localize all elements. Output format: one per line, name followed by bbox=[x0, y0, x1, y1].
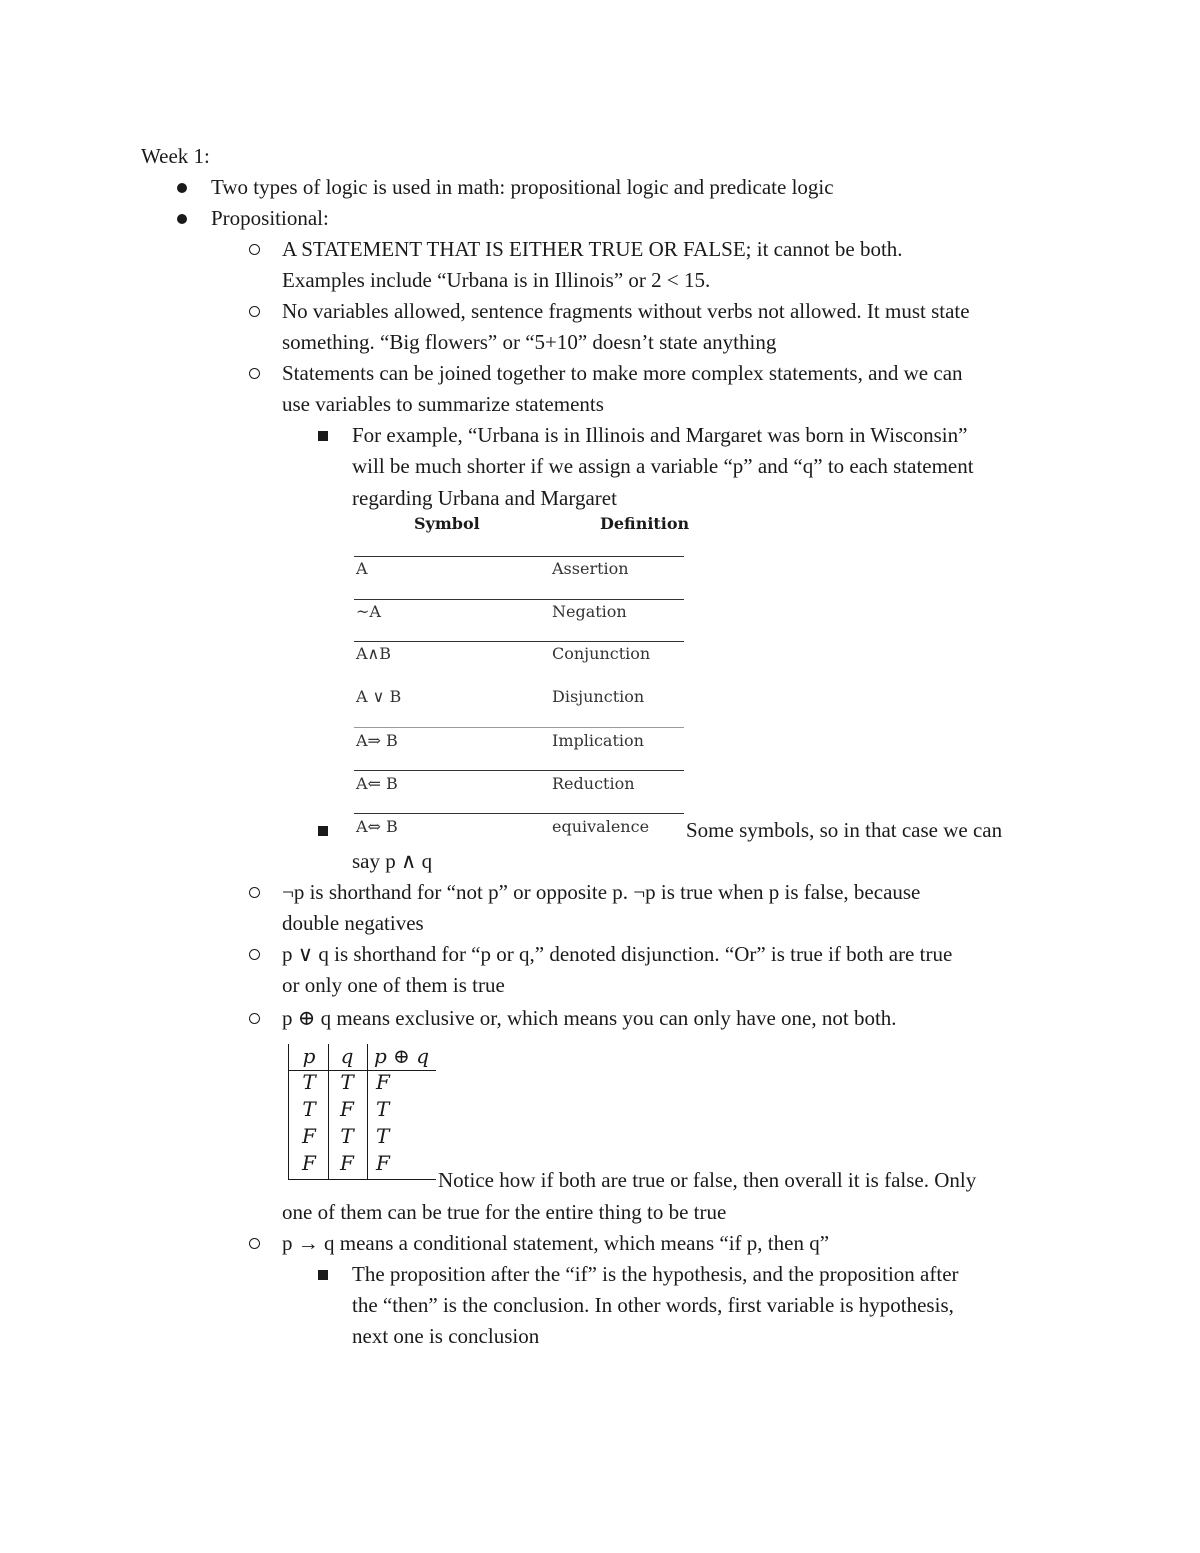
bullet-circle bbox=[249, 234, 260, 265]
table-cell-symbol: A⇔ B bbox=[356, 817, 398, 836]
table-cell: T bbox=[340, 1070, 354, 1094]
bullet-disc bbox=[177, 203, 187, 234]
text-no-variables-cont: something. “Big flowers” or “5+10” doesn’t state anything bbox=[282, 330, 777, 354]
table-vline bbox=[367, 1044, 368, 1180]
text-example-urbana: For example, “Urbana is in Illinois and Margaret was born in Wisconsin” bbox=[352, 423, 968, 447]
table-cell: T bbox=[376, 1097, 390, 1121]
table-cell: F bbox=[340, 1151, 354, 1175]
heading-week-1: Week 1: bbox=[141, 144, 210, 168]
text-statement-definition: A STATEMENT THAT IS EITHER TRUE OR FALSE; it cannot be both. bbox=[282, 237, 903, 261]
table-cell: T bbox=[376, 1124, 390, 1148]
text-disjunction: p ∨ q is shorthand for “p or q,” denoted disjunction. “Or” is true if both are true bbox=[282, 942, 953, 966]
xor-truth-table bbox=[288, 1042, 438, 1182]
table-cell-definition: Assertion bbox=[552, 559, 629, 578]
table-rule bbox=[354, 599, 684, 600]
table-cell-symbol: A bbox=[356, 559, 368, 578]
table-cell-symbol: A∧B bbox=[356, 644, 392, 663]
bullet-disc bbox=[177, 172, 187, 203]
table-cell: T bbox=[340, 1124, 354, 1148]
table-header-p-xor-q: p ⊕ q bbox=[374, 1044, 430, 1068]
text-say-p-and-q: say p ∧ q bbox=[352, 849, 433, 873]
table-rule bbox=[354, 727, 684, 728]
bullet-circle bbox=[249, 296, 260, 327]
text-joined-statements-cont: use variables to summarize statements bbox=[282, 392, 604, 416]
table-rule bbox=[354, 556, 684, 557]
bullet-circle bbox=[249, 1003, 260, 1034]
text-negation: ¬p is shorthand for “not p” or opposite p. ¬p is true when p is false, because bbox=[282, 880, 921, 904]
text-hypothesis-cont2: next one is conclusion bbox=[352, 1324, 540, 1348]
text-types-of-logic: Two types of logic is used in math: propositional logic and predicate logic bbox=[211, 175, 834, 199]
text-exclusive-or: p ⊕ q means exclusive or, which means you can only have one, not both. bbox=[282, 1006, 897, 1030]
text-negation-cont: double negatives bbox=[282, 911, 424, 935]
text-statement-examples: Examples include “Urbana is in Illinois” or 2 < 15. bbox=[282, 268, 711, 292]
table-vline bbox=[328, 1044, 329, 1180]
bullet-square bbox=[318, 1259, 328, 1290]
bullet-circle bbox=[249, 877, 260, 908]
table-cell: T bbox=[302, 1070, 316, 1094]
table-cell-symbol: A⇒ B bbox=[356, 731, 398, 750]
text-notice-xor: Notice how if both are true or false, then overall it is false. Only bbox=[438, 1168, 977, 1192]
table-cell-symbol: A⇐ B bbox=[356, 774, 398, 793]
bullet-square bbox=[318, 420, 328, 451]
table-cell-symbol: ~A bbox=[356, 602, 381, 621]
text-example-urbana-cont: will be much shorter if we assign a variable “p” and “q” to each statement bbox=[352, 454, 974, 478]
table-cell-definition: Reduction bbox=[552, 774, 635, 793]
table-cell: F bbox=[376, 1151, 390, 1175]
text-example-urbana-cont2: regarding Urbana and Margaret bbox=[352, 486, 617, 510]
table-header-symbol: Symbol bbox=[414, 514, 480, 533]
text-some-symbols: Some symbols, so in that case we can bbox=[686, 818, 1003, 842]
table-vline bbox=[288, 1044, 289, 1180]
table-rule bbox=[354, 641, 684, 642]
bullet-circle bbox=[249, 358, 260, 389]
bullet-circle bbox=[249, 1228, 260, 1259]
text-joined-statements: Statements can be joined together to make more complex statements, and we can bbox=[282, 361, 963, 385]
text-conditional: p → q means a conditional statement, which means “if p, then q” bbox=[282, 1231, 830, 1255]
table-header-definition: Definition bbox=[600, 514, 690, 533]
text-disjunction-cont: or only one of them is true bbox=[282, 973, 505, 997]
bullet-circle bbox=[249, 939, 260, 970]
table-cell-definition: Implication bbox=[552, 731, 644, 750]
table-hline bbox=[288, 1179, 436, 1180]
table-header-p: p bbox=[302, 1044, 316, 1068]
table-cell-definition: equivalence bbox=[552, 817, 650, 836]
table-header-q: q bbox=[340, 1044, 354, 1068]
table-cell: F bbox=[340, 1097, 354, 1121]
table-cell-symbol: A ∨ B bbox=[356, 687, 402, 706]
bullet-square bbox=[318, 815, 328, 846]
text-hypothesis: The proposition after the “if” is the hypothesis, and the proposition after bbox=[352, 1262, 959, 1286]
table-cell-definition: Conjunction bbox=[552, 644, 651, 663]
text-notice-xor-cont: one of them can be true for the entire thing to be true bbox=[282, 1200, 727, 1224]
table-cell: T bbox=[302, 1097, 316, 1121]
table-rule bbox=[354, 770, 684, 771]
table-cell: F bbox=[302, 1151, 316, 1175]
text-no-variables: No variables allowed, sentence fragments without verbs not allowed. It must state bbox=[282, 299, 970, 323]
text-hypothesis-cont: the “then” is the conclusion. In other words, first variable is hypothesis, bbox=[352, 1293, 954, 1317]
table-cell: F bbox=[302, 1124, 316, 1148]
table-rule bbox=[354, 813, 684, 814]
text-propositional: Propositional: bbox=[211, 206, 329, 230]
table-cell-definition: Negation bbox=[552, 602, 627, 621]
table-cell-definition: Disjunction bbox=[552, 687, 645, 706]
table-cell: F bbox=[376, 1070, 390, 1094]
